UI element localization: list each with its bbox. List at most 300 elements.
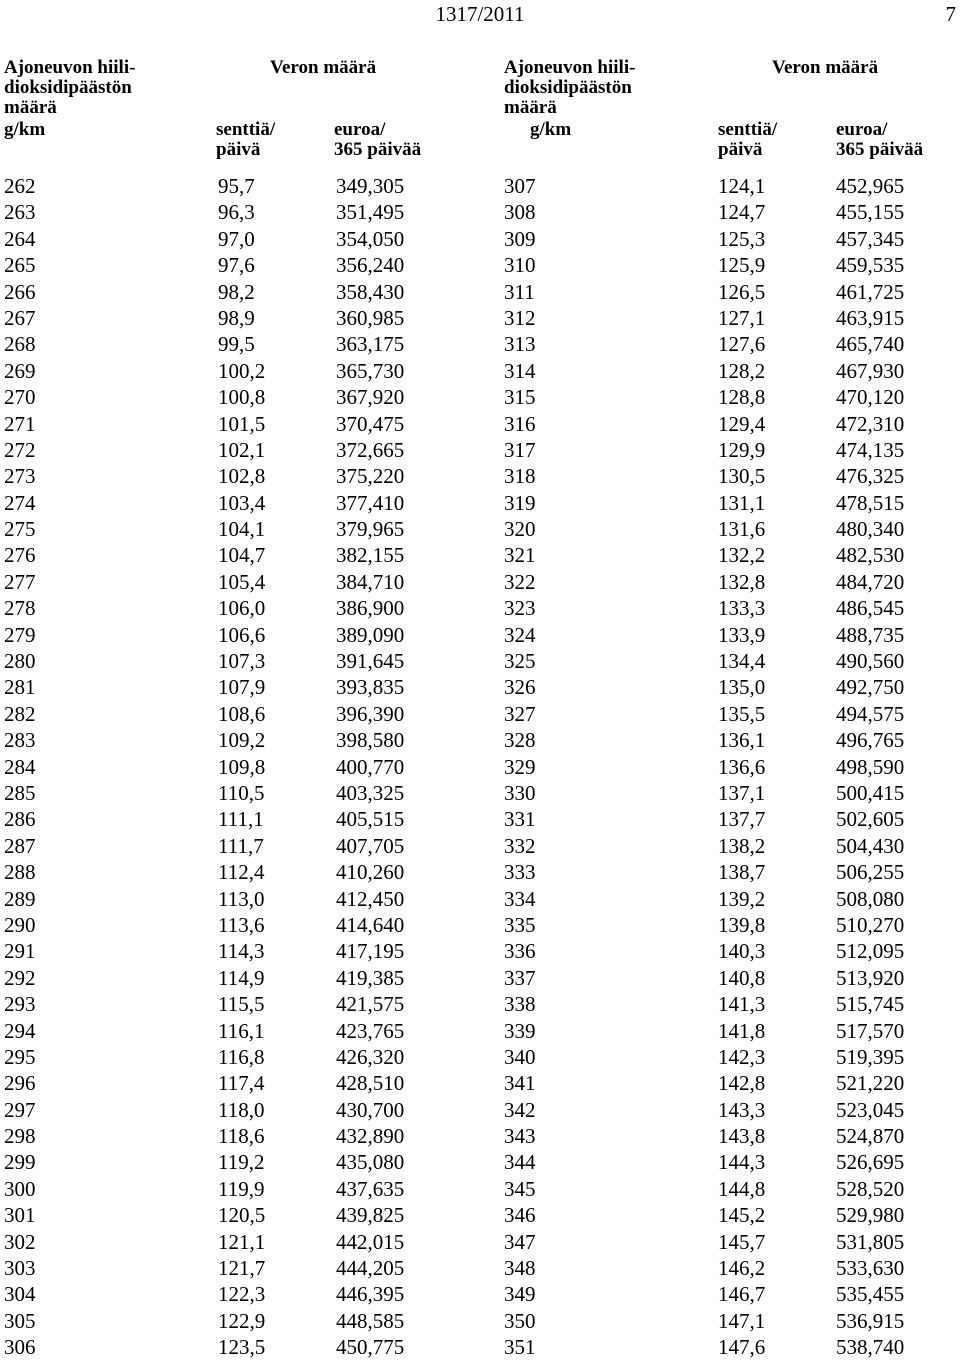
cents-per-day-value: 144,8 [718, 1176, 766, 1201]
euros-per-year-value: 351,495 [336, 200, 405, 225]
co2-value: 328 [504, 728, 536, 753]
cents-per-day-value: 147,6 [718, 1335, 766, 1360]
cents-per-day-value: 122,9 [218, 1308, 266, 1333]
table-row [4, 938, 474, 964]
co2-value: 314 [504, 358, 536, 383]
co2-value: 264 [4, 226, 36, 251]
cents-per-day-value: 128,8 [718, 385, 766, 410]
cents-per-day-value: 109,8 [218, 754, 266, 779]
table-row [504, 569, 960, 595]
page-number: 7 [945, 2, 956, 26]
co2-value: 327 [504, 701, 536, 726]
co2-value: 280 [4, 649, 36, 674]
table-row [504, 305, 960, 331]
co2-value: 321 [504, 543, 536, 568]
euros-per-year-value: 459,535 [836, 253, 905, 278]
euros-per-year-value: 446,395 [336, 1282, 405, 1307]
header-cents-per-day: senttiä/ päivä [718, 119, 778, 160]
euros-per-year-value: 465,740 [836, 332, 905, 357]
euros-per-year-value: 442,015 [336, 1229, 405, 1254]
euros-per-year-value: 426,320 [336, 1044, 405, 1069]
euros-per-year-value: 414,640 [336, 912, 405, 937]
cents-per-day-value: 98,9 [218, 305, 255, 330]
euros-per-year-value: 513,920 [836, 965, 905, 990]
cents-per-day-value: 104,7 [218, 543, 266, 568]
co2-value: 329 [504, 754, 536, 779]
co2-value: 344 [504, 1150, 536, 1175]
table-row [504, 859, 960, 885]
euros-per-year-value: 506,255 [836, 860, 905, 885]
cents-per-day-value: 145,7 [718, 1229, 766, 1254]
table-row [504, 1202, 960, 1228]
co2-value: 310 [504, 253, 536, 278]
euros-per-year-value: 430,700 [336, 1097, 405, 1122]
cents-per-day-value: 101,5 [218, 411, 266, 436]
euros-per-year-value: 496,765 [836, 728, 905, 753]
cents-per-day-value: 100,8 [218, 385, 266, 410]
euros-per-year-value: 419,385 [336, 965, 405, 990]
table-row [4, 1229, 474, 1255]
euros-per-year-value: 533,630 [836, 1256, 905, 1281]
table-row [504, 1229, 960, 1255]
co2-value: 307 [504, 174, 536, 198]
euros-per-year-value: 358,430 [336, 279, 405, 304]
euros-per-year-value: 510,270 [836, 912, 905, 937]
table-row [504, 1044, 960, 1070]
co2-value: 331 [504, 807, 536, 832]
table-row [4, 701, 474, 727]
cents-per-day-value: 121,1 [218, 1229, 266, 1254]
cents-per-day-value: 96,3 [218, 200, 255, 225]
co2-value: 325 [504, 649, 536, 674]
table-row [504, 780, 960, 806]
cents-per-day-value: 143,3 [718, 1097, 766, 1122]
co2-value: 312 [504, 305, 536, 330]
cents-per-day-value: 102,8 [218, 464, 266, 489]
cents-per-day-value: 114,3 [218, 939, 265, 964]
header-euros-per-year: euroa/ 365 päivää [334, 119, 422, 160]
table-row [4, 411, 474, 437]
table-row [4, 226, 474, 252]
table-row [4, 1018, 474, 1044]
euros-per-year-value: 484,720 [836, 569, 905, 594]
euros-per-year-value: 450,775 [336, 1335, 405, 1360]
euros-per-year-value: 515,745 [836, 992, 905, 1017]
euros-per-year-value: 531,805 [836, 1229, 905, 1254]
co2-value: 279 [4, 622, 36, 647]
co2-value: 334 [504, 886, 536, 911]
euros-per-year-value: 452,965 [836, 174, 905, 198]
co2-value: 339 [504, 1018, 536, 1043]
header-unit-gkm: g/km [4, 119, 46, 140]
euros-per-year-value: 386,900 [336, 596, 405, 621]
table-row [4, 595, 474, 621]
table-row [4, 305, 474, 331]
euros-per-year-value: 421,575 [336, 992, 405, 1017]
cents-per-day-value: 102,1 [218, 437, 266, 462]
euros-per-year-value: 428,510 [336, 1071, 405, 1096]
table-row [504, 991, 960, 1017]
co2-value: 267 [4, 305, 36, 330]
co2-value: 275 [4, 517, 36, 542]
cents-per-day-value: 138,2 [718, 833, 766, 858]
cents-per-day-value: 132,8 [718, 569, 766, 594]
table-row [504, 1255, 960, 1281]
co2-value: 323 [504, 596, 536, 621]
co2-value: 292 [4, 965, 36, 990]
table-row [4, 331, 474, 357]
table-row [4, 542, 474, 568]
table-row [4, 1149, 474, 1175]
euros-per-year-value: 398,580 [336, 728, 405, 753]
table-row [504, 886, 960, 912]
euros-per-year-value: 490,560 [836, 649, 905, 674]
co2-value: 298 [4, 1124, 36, 1149]
table-row [504, 252, 960, 278]
cents-per-day-value: 133,9 [718, 622, 766, 647]
cents-per-day-value: 131,1 [718, 490, 766, 515]
co2-value: 341 [504, 1071, 536, 1096]
table-row [4, 173, 474, 199]
co2-value: 315 [504, 385, 536, 410]
euros-per-year-value: 470,120 [836, 385, 905, 410]
table-header [504, 58, 960, 168]
euros-per-year-value: 391,645 [336, 649, 405, 674]
co2-value: 273 [4, 464, 36, 489]
table-row [504, 279, 960, 305]
cents-per-day-value: 141,8 [718, 1018, 766, 1043]
euros-per-year-value: 360,985 [336, 305, 405, 330]
table-row [504, 622, 960, 648]
co2-value: 332 [504, 833, 536, 858]
table-row [504, 226, 960, 252]
co2-value: 343 [504, 1124, 536, 1149]
table-row [4, 727, 474, 753]
euros-per-year-value: 472,310 [836, 411, 905, 436]
cents-per-day-value: 126,5 [718, 279, 766, 304]
cents-per-day-value: 110,5 [218, 780, 265, 805]
cents-per-day-value: 97,6 [218, 253, 255, 278]
cents-per-day-value: 106,6 [218, 622, 266, 647]
co2-value: 277 [4, 569, 36, 594]
euros-per-year-value: 372,665 [336, 437, 405, 462]
co2-value: 346 [504, 1203, 536, 1228]
table-row [4, 833, 474, 859]
euros-per-year-value: 482,530 [836, 543, 905, 568]
table-row [504, 674, 960, 700]
co2-value: 269 [4, 358, 36, 383]
euros-per-year-value: 423,765 [336, 1018, 405, 1043]
euros-per-year-value: 512,095 [836, 939, 905, 964]
table-row [504, 754, 960, 780]
co2-value: 342 [504, 1097, 536, 1122]
co2-value: 291 [4, 939, 36, 964]
cents-per-day-value: 142,3 [718, 1044, 766, 1069]
euros-per-year-value: 474,135 [836, 437, 905, 462]
cents-per-day-value: 104,1 [218, 517, 266, 542]
co2-value: 297 [4, 1097, 36, 1122]
co2-value: 270 [4, 385, 36, 410]
table-row [504, 384, 960, 410]
cents-per-day-value: 124,1 [718, 174, 766, 198]
co2-value: 347 [504, 1229, 536, 1254]
cents-per-day-value: 136,1 [718, 728, 766, 753]
co2-value: 330 [504, 780, 536, 805]
table-row [504, 1149, 960, 1175]
cents-per-day-value: 109,2 [218, 728, 266, 753]
co2-value: 282 [4, 701, 36, 726]
euros-per-year-value: 349,305 [336, 174, 405, 198]
table-row [4, 1281, 474, 1307]
cents-per-day-value: 127,1 [718, 305, 766, 330]
euros-per-year-value: 444,205 [336, 1256, 405, 1281]
co2-value: 349 [504, 1282, 536, 1307]
document-number: 1317/2011 [435, 2, 525, 26]
cents-per-day-value: 125,3 [718, 226, 766, 251]
euros-per-year-value: 521,220 [836, 1071, 905, 1096]
table-row [4, 569, 474, 595]
cents-per-day-value: 99,5 [218, 332, 255, 357]
euros-per-year-value: 500,415 [836, 780, 905, 805]
cents-per-day-value: 113,0 [218, 886, 265, 911]
cents-per-day-value: 137,7 [718, 807, 766, 832]
cents-per-day-value: 136,6 [718, 754, 766, 779]
table-row [4, 252, 474, 278]
table-row [4, 1123, 474, 1149]
co2-value: 301 [4, 1203, 36, 1228]
euros-per-year-value: 519,395 [836, 1044, 905, 1069]
table-row [504, 806, 960, 832]
table-row [4, 1308, 474, 1334]
cents-per-day-value: 119,2 [218, 1150, 265, 1175]
table-row [4, 754, 474, 780]
euros-per-year-value: 535,455 [836, 1282, 905, 1307]
cents-per-day-value: 140,3 [718, 939, 766, 964]
table-row [504, 1308, 960, 1334]
co2-value: 296 [4, 1071, 36, 1096]
co2-value: 286 [4, 807, 36, 832]
co2-value: 266 [4, 279, 36, 304]
euros-per-year-value: 455,155 [836, 200, 905, 225]
cents-per-day-value: 139,2 [718, 886, 766, 911]
table-row [4, 463, 474, 489]
cents-per-day-value: 114,9 [218, 965, 265, 990]
table-row [504, 648, 960, 674]
table-row [504, 516, 960, 542]
euros-per-year-value: 478,515 [836, 490, 905, 515]
euros-per-year-value: 529,980 [836, 1203, 905, 1228]
euros-per-year-value: 384,710 [336, 569, 405, 594]
table-row [4, 516, 474, 542]
euros-per-year-value: 382,155 [336, 543, 405, 568]
table-row [4, 279, 474, 305]
co2-value: 308 [504, 200, 536, 225]
euros-per-year-value: 502,605 [836, 807, 905, 832]
co2-value: 309 [504, 226, 536, 251]
table-row [504, 463, 960, 489]
euros-per-year-value: 375,220 [336, 464, 405, 489]
euros-per-year-value: 498,590 [836, 754, 905, 779]
euros-per-year-value: 356,240 [336, 253, 405, 278]
cents-per-day-value: 107,9 [218, 675, 266, 700]
table-row [4, 965, 474, 991]
co2-value: 319 [504, 490, 536, 515]
euros-per-year-value: 389,090 [336, 622, 405, 647]
co2-value: 305 [4, 1308, 36, 1333]
euros-per-year-value: 480,340 [836, 517, 905, 542]
table-row [504, 595, 960, 621]
co2-value: 268 [4, 332, 36, 357]
cents-per-day-value: 118,6 [218, 1124, 265, 1149]
table-row [504, 938, 960, 964]
cents-per-day-value: 117,4 [218, 1071, 265, 1096]
co2-value: 311 [504, 279, 535, 304]
co2-value: 350 [504, 1308, 536, 1333]
table-row [504, 542, 960, 568]
euros-per-year-value: 354,050 [336, 226, 405, 251]
co2-value: 336 [504, 939, 536, 964]
euros-per-year-value: 517,570 [836, 1018, 905, 1043]
euros-per-year-value: 448,585 [336, 1308, 405, 1333]
cents-per-day-value: 118,0 [218, 1097, 265, 1122]
cents-per-day-value: 108,6 [218, 701, 266, 726]
table-row [4, 780, 474, 806]
table-row [4, 886, 474, 912]
table-row [4, 859, 474, 885]
co2-value: 317 [504, 437, 536, 462]
cents-per-day-value: 113,6 [218, 912, 265, 937]
co2-value: 262 [4, 174, 36, 198]
header-unit-gkm: g/km [530, 119, 572, 140]
table-header [4, 58, 474, 168]
table-row [504, 411, 960, 437]
cents-per-day-value: 97,0 [218, 226, 255, 251]
cents-per-day-value: 134,4 [718, 649, 766, 674]
cents-per-day-value: 137,1 [718, 780, 766, 805]
cents-per-day-value: 124,7 [718, 200, 766, 225]
cents-per-day-value: 142,8 [718, 1071, 766, 1096]
cents-per-day-value: 131,6 [718, 517, 766, 542]
co2-value: 284 [4, 754, 36, 779]
cents-per-day-value: 111,7 [218, 833, 264, 858]
header-tax-amount: Veron määrä [772, 57, 879, 78]
table-row [4, 622, 474, 648]
table-row [504, 173, 960, 199]
table-row [504, 1123, 960, 1149]
cents-per-day-value: 116,1 [218, 1018, 265, 1043]
table-row [504, 358, 960, 384]
table-row [504, 1176, 960, 1202]
cents-per-day-value: 111,1 [218, 807, 264, 832]
euros-per-year-value: 377,410 [336, 490, 405, 515]
table-row [504, 1334, 960, 1360]
tax-table-right [504, 57, 960, 1360]
euros-per-year-value: 486,545 [836, 596, 905, 621]
table-row [504, 727, 960, 753]
co2-value: 320 [504, 517, 536, 542]
euros-per-year-value: 508,080 [836, 886, 905, 911]
euros-per-year-value: 437,635 [336, 1176, 405, 1201]
header-euros-per-year: euroa/ 365 päivää [836, 119, 924, 160]
table-row [4, 1334, 474, 1360]
co2-value: 338 [504, 992, 536, 1017]
table-body [4, 173, 474, 1361]
cents-per-day-value: 133,3 [718, 596, 766, 621]
table-row [504, 199, 960, 225]
cents-per-day-value: 105,4 [218, 569, 266, 594]
cents-per-day-value: 130,5 [718, 464, 766, 489]
cents-per-day-value: 106,0 [218, 596, 266, 621]
co2-value: 340 [504, 1044, 536, 1069]
co2-value: 295 [4, 1044, 36, 1069]
euros-per-year-value: 365,730 [336, 358, 405, 383]
table-row [504, 331, 960, 357]
table-row [4, 1044, 474, 1070]
euros-per-year-value: 536,915 [836, 1308, 905, 1333]
cents-per-day-value: 107,3 [218, 649, 266, 674]
cents-per-day-value: 119,9 [218, 1176, 265, 1201]
table-row [4, 384, 474, 410]
co2-value: 348 [504, 1256, 536, 1281]
cents-per-day-value: 95,7 [218, 174, 255, 198]
euros-per-year-value: 407,705 [336, 833, 405, 858]
cents-per-day-value: 127,6 [718, 332, 766, 357]
tax-table-left [4, 57, 474, 1360]
euros-per-year-value: 538,740 [836, 1335, 905, 1360]
table-row [4, 674, 474, 700]
cents-per-day-value: 139,8 [718, 912, 766, 937]
cents-per-day-value: 129,9 [718, 437, 766, 462]
euros-per-year-value: 379,965 [336, 517, 405, 542]
table-row [4, 358, 474, 384]
cents-per-day-value: 112,4 [218, 860, 265, 885]
cents-per-day-value: 128,2 [718, 358, 766, 383]
table-row [504, 490, 960, 516]
euros-per-year-value: 504,430 [836, 833, 905, 858]
co2-value: 324 [504, 622, 536, 647]
euros-per-year-value: 488,735 [836, 622, 905, 647]
euros-per-year-value: 467,930 [836, 358, 905, 383]
table-row [4, 490, 474, 516]
co2-value: 283 [4, 728, 36, 753]
euros-per-year-value: 412,450 [336, 886, 405, 911]
table-row [4, 991, 474, 1017]
header-co2-emission: Ajoneuvon hiili- dioksidipäästön määrä [504, 57, 636, 118]
euros-per-year-value: 494,575 [836, 701, 905, 726]
co2-value: 281 [4, 675, 36, 700]
euros-per-year-value: 439,825 [336, 1203, 405, 1228]
cents-per-day-value: 122,3 [218, 1282, 266, 1307]
euros-per-year-value: 410,260 [336, 860, 405, 885]
table-row [4, 1176, 474, 1202]
euros-per-year-value: 432,890 [336, 1124, 405, 1149]
cents-per-day-value: 143,8 [718, 1124, 766, 1149]
cents-per-day-value: 125,9 [718, 253, 766, 278]
euros-per-year-value: 393,835 [336, 675, 405, 700]
cents-per-day-value: 145,2 [718, 1203, 766, 1228]
euros-per-year-value: 463,915 [836, 305, 905, 330]
cents-per-day-value: 115,5 [218, 992, 265, 1017]
cents-per-day-value: 135,5 [718, 701, 766, 726]
cents-per-day-value: 121,7 [218, 1256, 266, 1281]
euros-per-year-value: 492,750 [836, 675, 905, 700]
cents-per-day-value: 147,1 [718, 1308, 766, 1333]
co2-value: 337 [504, 965, 536, 990]
cents-per-day-value: 123,5 [218, 1335, 266, 1360]
cents-per-day-value: 120,5 [218, 1203, 266, 1228]
table-row [4, 648, 474, 674]
header-cents-per-day: senttiä/ päivä [216, 119, 276, 160]
